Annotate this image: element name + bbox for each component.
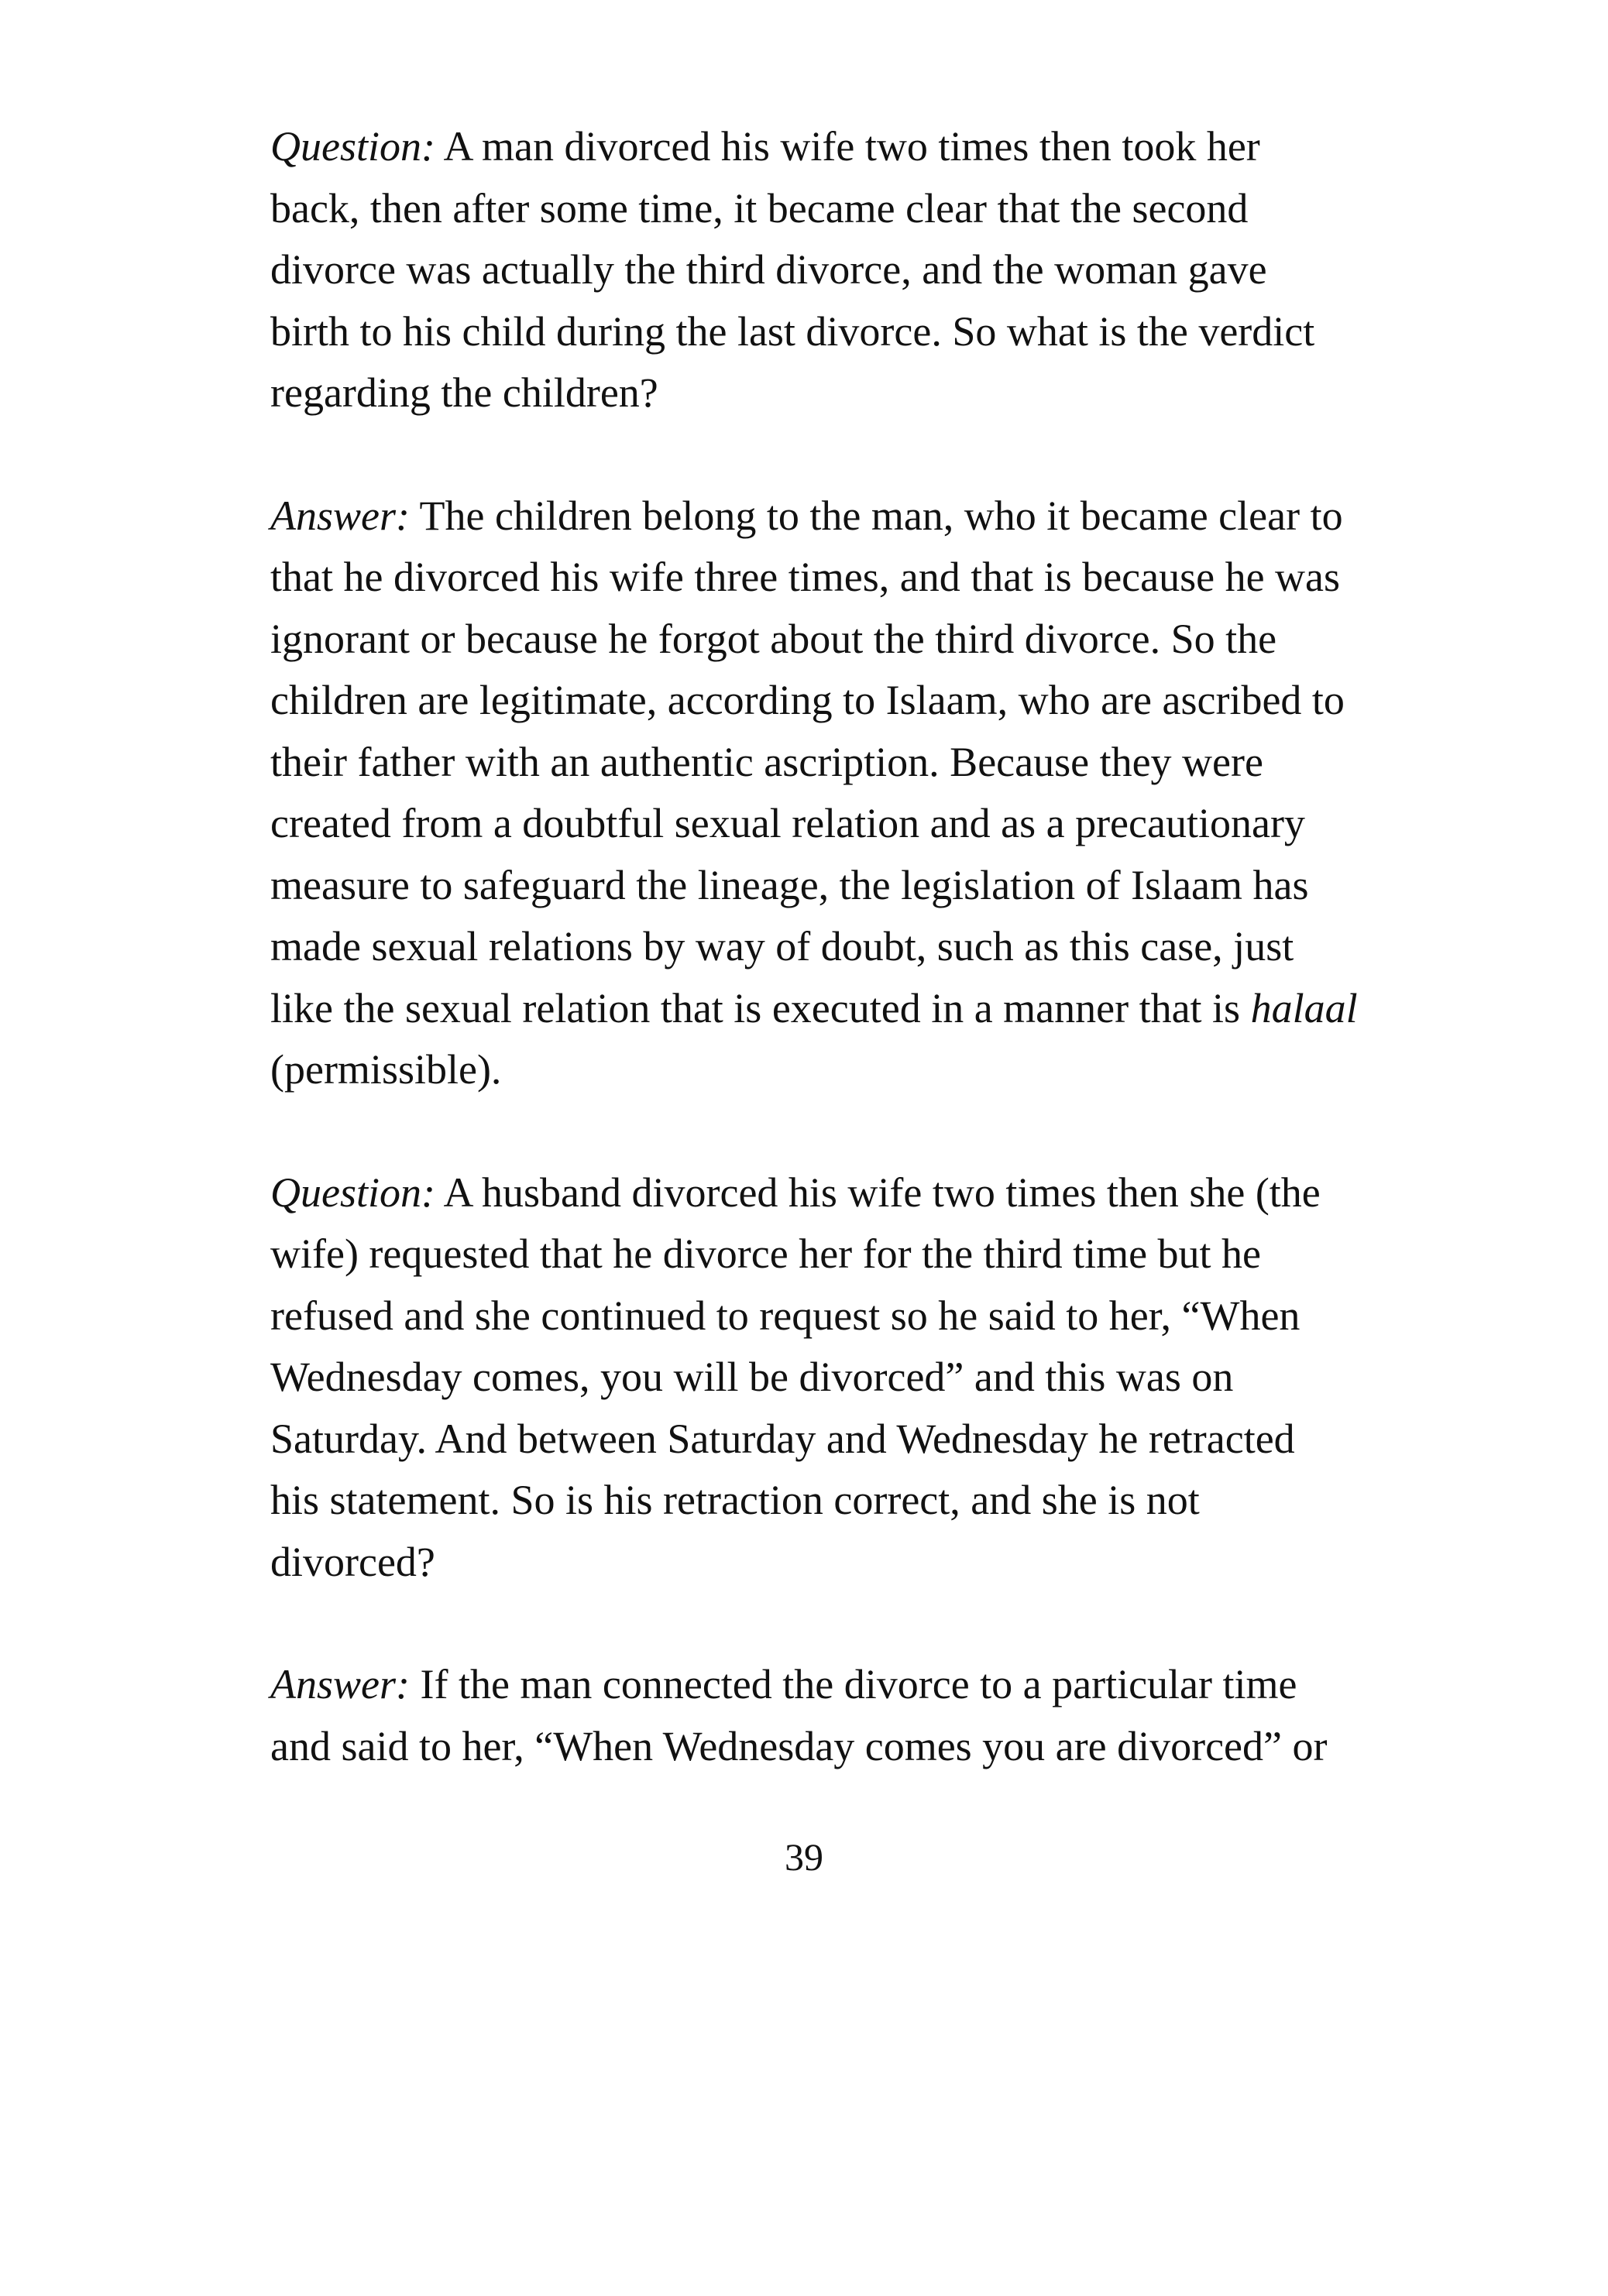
question-label: Question: (270, 1169, 435, 1216)
question-block-2 (270, 1162, 1386, 1594)
answer-label: Answer: (270, 1661, 410, 1707)
question-block-1 (270, 116, 1386, 424)
question-label: Question: (270, 123, 435, 170)
question-text: A husband divorced his wife two times then she (the wife) requested that he divorce her for the third time but he refused and she continued to request so he said to her, “When Wednesday comes, you will be divorced” and this was on Saturday. And between Saturday and Wednesday he retracted his statement. So is his retraction correct, and she is not divorced? (270, 1169, 1321, 1585)
answer-text: If the man connected the divorce to a particular time and said to her, “When Wednesday comes you are divorced” or (270, 1661, 1328, 1769)
page-number: 39 (785, 1835, 823, 1879)
answer-label: Answer: (270, 492, 410, 539)
page-body (270, 116, 1386, 1777)
question-text: A man divorced his wife two times then took her back, then after some time, it became clear that the second divorce was actually the third divorce, and the woman gave birth to his child during the last divorce. So what is the verdict regarding the children? (270, 123, 1315, 416)
answer-block-1 (270, 486, 1386, 1101)
answer-text: The children belong to the man, who it became clear to that he divorced his wife three times, and that is because he was ignorant or because he forgot about the third divorce. So the children are legitimate, according to Islaam, who are ascribed to their father with an authentic ascription. Because they were created from a doubtful sexual relation and as a precautionary measure to safeguard the lineage, the legislation of Islaam has made sexual relations by way of doubt, such as this case, just like the sexual relation that is executed in a manner that is (270, 492, 1345, 1031)
answer-block-2 (270, 1654, 1386, 1777)
italic-term: halaal (1250, 984, 1358, 1031)
answer-text-end: (permissible). (270, 1046, 502, 1093)
